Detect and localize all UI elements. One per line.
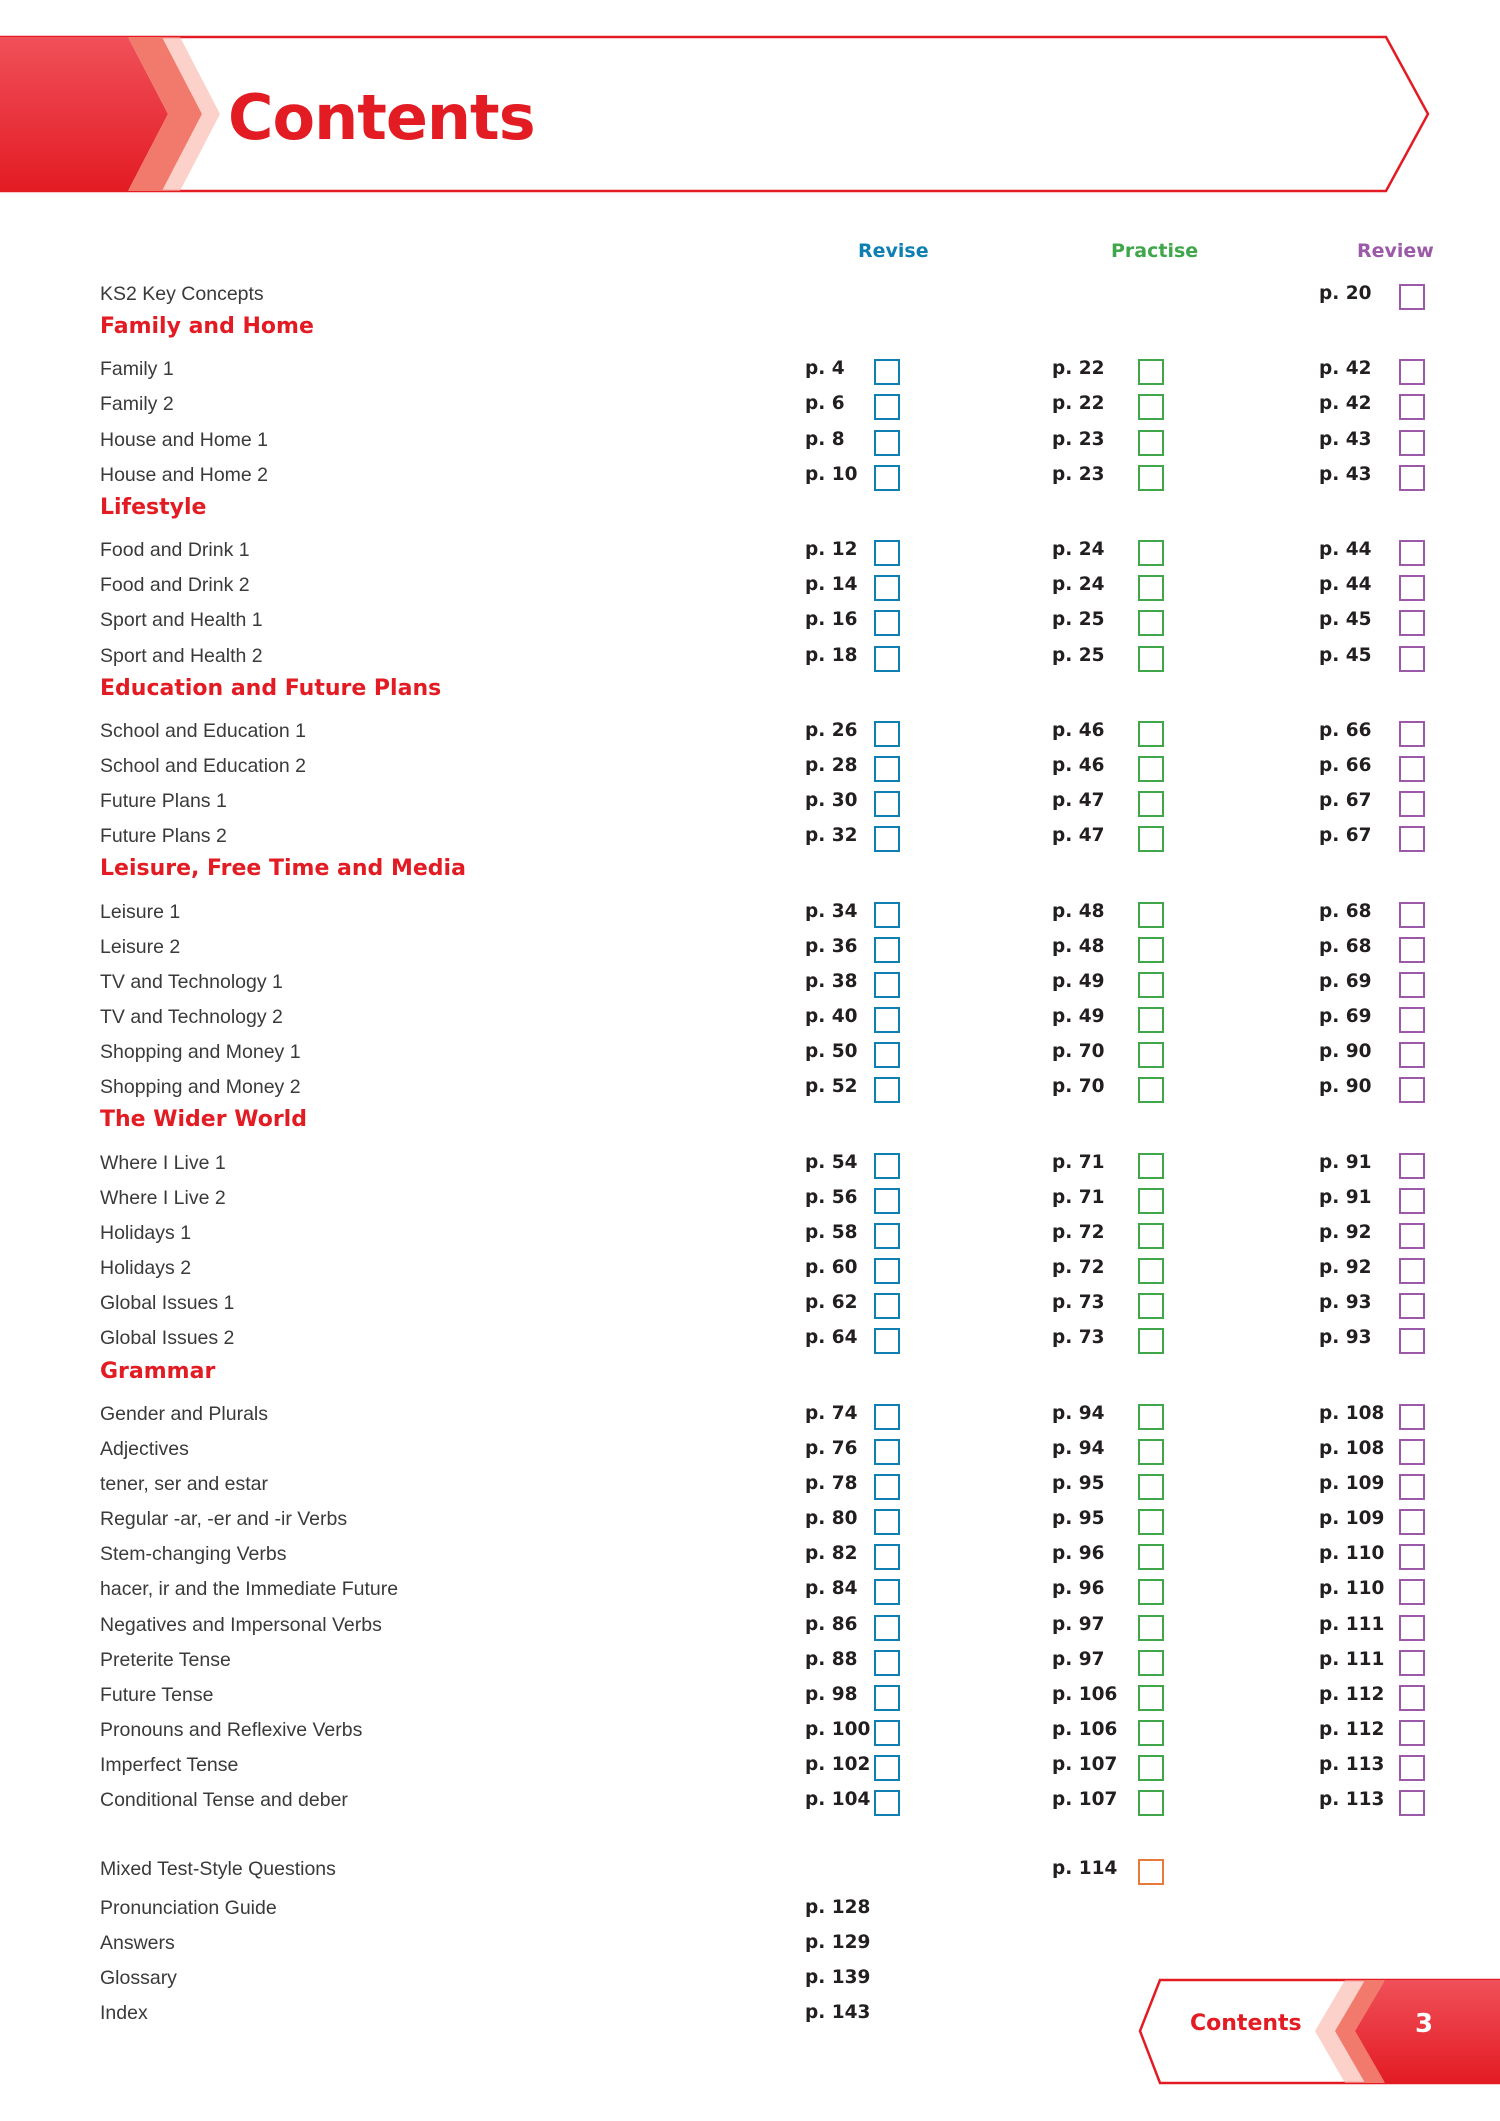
entry-label-preterite-tense: Preterite Tense <box>100 1648 231 1671</box>
revise-checkbox-school-and-education-1[interactable] <box>874 721 900 747</box>
review-page-sport-and-health-1: p. 45 <box>1319 609 1372 631</box>
review-checkbox-food-and-drink-1[interactable] <box>1399 540 1425 566</box>
practise-checkbox-shopping-and-money-2[interactable] <box>1138 1077 1164 1103</box>
review-page-adjectives: p. 108 <box>1319 1437 1385 1459</box>
revise-checkbox-food-and-drink-1[interactable] <box>874 540 900 566</box>
entry-label-shopping-and-money-2: Shopping and Money 2 <box>100 1076 301 1099</box>
review-checkbox-tv-and-technology-2[interactable] <box>1399 1007 1425 1033</box>
entry-label-food-and-drink-2: Food and Drink 2 <box>100 574 250 597</box>
revise-checkbox-stem-changing-verbs[interactable] <box>874 1544 900 1570</box>
revise-page-tv-and-technology-2: p. 40 <box>805 1006 858 1027</box>
entry-label-tv-and-technology-1: TV and Technology 1 <box>100 970 283 993</box>
revise-page-future-plans-2: p. 32 <box>805 825 858 847</box>
section-heading-family-and-home: Family and Home <box>100 314 314 340</box>
footer-tab <box>1130 1975 1500 2085</box>
practise-page-global-issues-1: p. 73 <box>1052 1292 1105 1314</box>
entry-label-future-plans-1: Future Plans 1 <box>100 790 227 813</box>
revise-page-house-and-home-2: p. 10 <box>805 463 858 485</box>
practise-checkbox-pronouns-and-reflexive-verbs[interactable] <box>1138 1720 1164 1746</box>
review-page-where-i-live-2: p. 91 <box>1319 1186 1372 1208</box>
practise-page-hacer-ir-and-the-immediate-future: p. 96 <box>1052 1578 1105 1600</box>
practise-page-tener-ser-and-estar: p. 95 <box>1052 1472 1105 1494</box>
revise-page-conditional-tense-and-deber: p. 104 <box>805 1789 871 1811</box>
revise-page-glossary: p. 139 <box>805 1966 871 1988</box>
practise-checkbox-tv-and-technology-1[interactable] <box>1138 972 1164 998</box>
review-page-food-and-drink-2: p. 44 <box>1319 574 1372 596</box>
entry-label-global-issues-2: Global Issues 2 <box>100 1327 235 1350</box>
entry-label-pronouns-and-reflexive-verbs: Pronouns and Reflexive Verbs <box>100 1719 363 1741</box>
practise-page-future-plans-2: p. 47 <box>1052 825 1105 847</box>
practise-page-conditional-tense-and-deber: p. 107 <box>1052 1789 1118 1811</box>
revise-checkbox-tv-and-technology-1[interactable] <box>874 972 900 998</box>
review-checkbox-family-2[interactable] <box>1399 394 1425 420</box>
revise-checkbox-where-i-live-1[interactable] <box>874 1153 900 1179</box>
revise-page-stem-changing-verbs: p. 82 <box>805 1543 858 1565</box>
entry-label-sport-and-health-2: Sport and Health 2 <box>100 644 263 667</box>
review-checkbox-house-and-home-2[interactable] <box>1399 465 1425 491</box>
revise-checkbox-house-and-home-1[interactable] <box>874 430 900 456</box>
section-heading-lifestyle: Lifestyle <box>100 494 207 520</box>
review-page-hacer-ir-and-the-immediate-future: p. 110 <box>1319 1578 1385 1600</box>
review-page-where-i-live-1: p. 91 <box>1319 1151 1372 1173</box>
section-heading-grammar: Grammar <box>100 1358 216 1384</box>
practise-checkbox-preterite-tense[interactable] <box>1138 1650 1164 1676</box>
practise-checkbox-school-and-education-1[interactable] <box>1138 721 1164 747</box>
practise-page-regular-ar-er-and-ir-verbs: p. 95 <box>1052 1508 1105 1530</box>
practise-checkbox-regular-ar-er-and-ir-verbs[interactable] <box>1138 1509 1164 1535</box>
revise-checkbox-sport-and-health-2[interactable] <box>874 646 900 672</box>
entry-label-imperfect-tense: Imperfect Tense <box>100 1754 239 1777</box>
review-page-shopping-and-money-1: p. 90 <box>1319 1041 1372 1063</box>
revise-checkbox-school-and-education-2[interactable] <box>874 756 900 782</box>
practise-page-house-and-home-1: p. 23 <box>1052 428 1105 450</box>
revise-checkbox-tv-and-technology-2[interactable] <box>874 1007 900 1033</box>
section-heading-leisure-free-time-and-media: Leisure, Free Time and Media <box>100 856 466 882</box>
revise-page-tv-and-technology-1: p. 38 <box>805 970 858 992</box>
entry-label-school-and-education-2: School and Education 2 <box>100 754 306 777</box>
review-checkbox-conditional-tense-and-deber[interactable] <box>1399 1790 1425 1816</box>
entry-label-ks2-key-concepts: KS2 Key Concepts <box>100 283 264 305</box>
entry-label-regular-ar-er-and-ir-verbs: Regular -ar, -er and -ir Verbs <box>100 1508 348 1531</box>
practise-page-where-i-live-1: p. 71 <box>1052 1151 1105 1173</box>
review-checkbox-ks2-key-concepts[interactable] <box>1399 284 1425 310</box>
entry-label-gender-and-plurals: Gender and Plurals <box>100 1402 269 1425</box>
review-checkbox-holidays-2[interactable] <box>1399 1258 1425 1284</box>
practise-checkbox-shopping-and-money-1[interactable] <box>1138 1042 1164 1068</box>
review-page-holidays-2: p. 92 <box>1319 1257 1372 1279</box>
entry-label-food-and-drink-1: Food and Drink 1 <box>100 539 250 562</box>
revise-checkbox-shopping-and-money-1[interactable] <box>874 1042 900 1068</box>
revise-checkbox-leisure-2[interactable] <box>874 937 900 963</box>
entry-label-answers: Answers <box>100 1931 175 1954</box>
practise-page-negatives-and-impersonal-verbs: p. 97 <box>1052 1613 1105 1635</box>
review-checkbox-where-i-live-1[interactable] <box>1399 1153 1425 1179</box>
review-checkbox-future-plans-2[interactable] <box>1399 826 1425 852</box>
practise-checkbox-holidays-1[interactable] <box>1138 1223 1164 1249</box>
revise-checkbox-hacer-ir-and-the-immediate-future[interactable] <box>874 1579 900 1605</box>
review-page-stem-changing-verbs: p. 110 <box>1319 1543 1385 1565</box>
review-checkbox-shopping-and-money-2[interactable] <box>1399 1077 1425 1103</box>
practise-checkbox-gender-and-plurals[interactable] <box>1138 1404 1164 1430</box>
entry-label-family-2: Family 2 <box>100 393 174 416</box>
practise-page-food-and-drink-2: p. 24 <box>1052 574 1105 596</box>
review-checkbox-stem-changing-verbs[interactable] <box>1399 1544 1425 1570</box>
revise-page-holidays-2: p. 60 <box>805 1257 858 1279</box>
entry-label-tv-and-technology-2: TV and Technology 2 <box>100 1006 283 1028</box>
revise-checkbox-sport-and-health-1[interactable] <box>874 610 900 636</box>
review-page-shopping-and-money-2: p. 90 <box>1319 1076 1372 1098</box>
practise-page-adjectives: p. 94 <box>1052 1437 1105 1459</box>
practise-page-shopping-and-money-1: p. 70 <box>1052 1041 1105 1063</box>
entry-label-pronunciation-guide: Pronunciation Guide <box>100 1896 277 1919</box>
revise-page-leisure-2: p. 36 <box>805 935 858 957</box>
practise-checkbox-mixed-test-style-questions[interactable] <box>1138 1859 1164 1885</box>
review-checkbox-tv-and-technology-1[interactable] <box>1399 972 1425 998</box>
footer-tab-shape <box>1130 1975 1500 2085</box>
practise-checkbox-sport-and-health-1[interactable] <box>1138 610 1164 636</box>
revise-page-where-i-live-2: p. 56 <box>805 1186 858 1208</box>
section-heading-education-and-future-plans: Education and Future Plans <box>100 675 442 701</box>
revise-checkbox-future-plans-2[interactable] <box>874 826 900 852</box>
review-checkbox-leisure-1[interactable] <box>1399 902 1425 928</box>
revise-page-future-tense: p. 98 <box>805 1683 858 1705</box>
practise-page-pronouns-and-reflexive-verbs: p. 106 <box>1052 1719 1118 1740</box>
entry-label-global-issues-1: Global Issues 1 <box>100 1292 235 1315</box>
entry-label-glossary: Glossary <box>100 1966 177 1989</box>
review-page-future-plans-2: p. 67 <box>1319 825 1372 847</box>
revise-checkbox-gender-and-plurals[interactable] <box>874 1404 900 1430</box>
practise-page-gender-and-plurals: p. 94 <box>1052 1402 1105 1424</box>
practise-checkbox-future-tense[interactable] <box>1138 1685 1164 1711</box>
review-checkbox-sport-and-health-1[interactable] <box>1399 610 1425 636</box>
practise-checkbox-tv-and-technology-2[interactable] <box>1138 1007 1164 1033</box>
review-checkbox-leisure-2[interactable] <box>1399 937 1425 963</box>
entry-label-index: Index <box>100 2002 148 2025</box>
revise-checkbox-future-tense[interactable] <box>874 1685 900 1711</box>
practise-checkbox-food-and-drink-2[interactable] <box>1138 575 1164 601</box>
revise-page-school-and-education-2: p. 28 <box>805 754 858 776</box>
practise-page-stem-changing-verbs: p. 96 <box>1052 1543 1105 1565</box>
entry-label-where-i-live-2: Where I Live 2 <box>100 1186 226 1209</box>
review-page-tener-ser-and-estar: p. 109 <box>1319 1472 1385 1494</box>
practise-checkbox-leisure-2[interactable] <box>1138 937 1164 963</box>
revise-page-negatives-and-impersonal-verbs: p. 86 <box>805 1613 858 1635</box>
practise-page-leisure-2: p. 48 <box>1052 935 1105 957</box>
practise-page-holidays-2: p. 72 <box>1052 1257 1105 1279</box>
revise-checkbox-shopping-and-money-2[interactable] <box>874 1077 900 1103</box>
review-page-house-and-home-1: p. 43 <box>1319 428 1372 450</box>
practise-checkbox-negatives-and-impersonal-verbs[interactable] <box>1138 1615 1164 1641</box>
review-page-negatives-and-impersonal-verbs: p. 111 <box>1319 1613 1385 1635</box>
revise-checkbox-conditional-tense-and-deber[interactable] <box>874 1790 900 1816</box>
revise-checkbox-tener-ser-and-estar[interactable] <box>874 1474 900 1500</box>
header-banner-shape <box>0 0 1500 200</box>
review-checkbox-shopping-and-money-1[interactable] <box>1399 1042 1425 1068</box>
revise-checkbox-holidays-1[interactable] <box>874 1223 900 1249</box>
entry-label-hacer-ir-and-the-immediate-future: hacer, ir and the Immediate Future <box>100 1578 399 1601</box>
practise-checkbox-house-and-home-1[interactable] <box>1138 430 1164 456</box>
review-page-leisure-2: p. 68 <box>1319 935 1372 957</box>
entry-label-mixed-test-style-questions: Mixed Test-Style Questions <box>100 1858 336 1881</box>
review-page-global-issues-2: p. 93 <box>1319 1327 1372 1349</box>
review-page-holidays-1: p. 92 <box>1319 1221 1372 1243</box>
revise-checkbox-food-and-drink-2[interactable] <box>874 575 900 601</box>
revise-checkbox-imperfect-tense[interactable] <box>874 1755 900 1781</box>
practise-checkbox-stem-changing-verbs[interactable] <box>1138 1544 1164 1570</box>
entry-label-leisure-1: Leisure 1 <box>100 900 181 923</box>
review-page-family-2: p. 42 <box>1319 393 1372 415</box>
revise-checkbox-house-and-home-2[interactable] <box>874 465 900 491</box>
entry-label-where-i-live-1: Where I Live 1 <box>100 1151 226 1174</box>
revise-checkbox-negatives-and-impersonal-verbs[interactable] <box>874 1615 900 1641</box>
entry-label-leisure-2: Leisure 2 <box>100 935 181 958</box>
review-checkbox-holidays-1[interactable] <box>1399 1223 1425 1249</box>
practise-checkbox-global-issues-2[interactable] <box>1138 1328 1164 1354</box>
practise-checkbox-imperfect-tense[interactable] <box>1138 1755 1164 1781</box>
revise-page-sport-and-health-2: p. 18 <box>805 644 858 666</box>
practise-page-school-and-education-2: p. 46 <box>1052 754 1105 776</box>
review-checkbox-sport-and-health-2[interactable] <box>1399 646 1425 672</box>
review-checkbox-house-and-home-1[interactable] <box>1399 430 1425 456</box>
practise-checkbox-food-and-drink-1[interactable] <box>1138 540 1164 566</box>
review-checkbox-where-i-live-2[interactable] <box>1399 1188 1425 1214</box>
practise-checkbox-conditional-tense-and-deber[interactable] <box>1138 1790 1164 1816</box>
entry-label-holidays-1: Holidays 1 <box>100 1221 192 1244</box>
practise-checkbox-family-2[interactable] <box>1138 394 1164 420</box>
review-page-future-plans-1: p. 67 <box>1319 790 1372 812</box>
revise-page-house-and-home-1: p. 8 <box>805 428 845 450</box>
review-page-ks2-key-concepts: p. 20 <box>1319 283 1372 304</box>
review-page-regular-ar-er-and-ir-verbs: p. 109 <box>1319 1508 1385 1530</box>
practise-checkbox-leisure-1[interactable] <box>1138 902 1164 928</box>
practise-page-family-2: p. 22 <box>1052 393 1105 415</box>
practise-page-preterite-tense: p. 97 <box>1052 1648 1105 1670</box>
review-checkbox-global-issues-1[interactable] <box>1399 1293 1425 1319</box>
revise-page-tener-ser-and-estar: p. 78 <box>805 1472 858 1494</box>
revise-page-food-and-drink-2: p. 14 <box>805 574 858 596</box>
revise-page-future-plans-1: p. 30 <box>805 790 858 812</box>
review-checkbox-school-and-education-1[interactable] <box>1399 721 1425 747</box>
revise-page-family-2: p. 6 <box>805 393 845 415</box>
revise-checkbox-where-i-live-2[interactable] <box>874 1188 900 1214</box>
revise-page-leisure-1: p. 34 <box>805 900 858 922</box>
section-heading-the-wider-world: The Wider World <box>100 1107 307 1133</box>
review-page-school-and-education-1: p. 66 <box>1319 719 1372 741</box>
entry-label-negatives-and-impersonal-verbs: Negatives and Impersonal Verbs <box>100 1613 382 1636</box>
revise-page-shopping-and-money-1: p. 50 <box>805 1041 858 1063</box>
revise-page-shopping-and-money-2: p. 52 <box>805 1076 858 1098</box>
review-page-school-and-education-2: p. 66 <box>1319 754 1372 776</box>
review-checkbox-imperfect-tense[interactable] <box>1399 1755 1425 1781</box>
practise-checkbox-hacer-ir-and-the-immediate-future[interactable] <box>1138 1579 1164 1605</box>
practise-page-sport-and-health-1: p. 25 <box>1052 609 1105 631</box>
revise-checkbox-future-plans-1[interactable] <box>874 791 900 817</box>
practise-checkbox-house-and-home-2[interactable] <box>1138 465 1164 491</box>
page-title: Contents <box>228 81 535 154</box>
revise-page-holidays-1: p. 58 <box>805 1221 858 1243</box>
revise-page-answers: p. 129 <box>805 1931 871 1953</box>
revise-checkbox-holidays-2[interactable] <box>874 1258 900 1284</box>
practise-page-food-and-drink-1: p. 24 <box>1052 539 1105 561</box>
entry-label-house-and-home-1: House and Home 1 <box>100 428 269 451</box>
revise-page-gender-and-plurals: p. 74 <box>805 1402 858 1424</box>
practise-checkbox-family-1[interactable] <box>1138 359 1164 385</box>
entry-label-tener-ser-and-estar: tener, ser and estar <box>100 1472 269 1495</box>
practise-page-global-issues-2: p. 73 <box>1052 1327 1105 1349</box>
review-checkbox-pronouns-and-reflexive-verbs[interactable] <box>1399 1720 1425 1746</box>
revise-checkbox-global-issues-2[interactable] <box>874 1328 900 1354</box>
revise-page-adjectives: p. 76 <box>805 1437 858 1459</box>
revise-page-where-i-live-1: p. 54 <box>805 1151 858 1173</box>
practise-page-future-plans-1: p. 47 <box>1052 790 1105 812</box>
review-page-conditional-tense-and-deber: p. 113 <box>1319 1789 1385 1811</box>
entry-label-adjectives: Adjectives <box>100 1437 189 1460</box>
review-page-tv-and-technology-1: p. 69 <box>1319 970 1372 992</box>
entry-label-house-and-home-2: House and Home 2 <box>100 463 269 486</box>
revise-checkbox-global-issues-1[interactable] <box>874 1293 900 1319</box>
review-page-gender-and-plurals: p. 108 <box>1319 1402 1385 1424</box>
revise-page-family-1: p. 4 <box>805 358 845 380</box>
review-page-leisure-1: p. 68 <box>1319 900 1372 922</box>
entry-label-sport-and-health-1: Sport and Health 1 <box>100 609 263 632</box>
review-checkbox-future-plans-1[interactable] <box>1399 791 1425 817</box>
practise-page-mixed-test-style-questions: p. 114 <box>1052 1858 1118 1880</box>
revise-checkbox-leisure-1[interactable] <box>874 902 900 928</box>
practise-checkbox-school-and-education-2[interactable] <box>1138 756 1164 782</box>
revise-page-food-and-drink-1: p. 12 <box>805 539 858 561</box>
revise-checkbox-family-1[interactable] <box>874 359 900 385</box>
revise-page-hacer-ir-and-the-immediate-future: p. 84 <box>805 1578 858 1600</box>
revise-page-global-issues-2: p. 64 <box>805 1327 858 1349</box>
footer-label: Contents <box>1190 2011 1302 2036</box>
review-checkbox-regular-ar-er-and-ir-verbs[interactable] <box>1399 1509 1425 1535</box>
practise-page-school-and-education-1: p. 46 <box>1052 719 1105 741</box>
revise-checkbox-regular-ar-er-and-ir-verbs[interactable] <box>874 1509 900 1535</box>
review-checkbox-negatives-and-impersonal-verbs[interactable] <box>1399 1615 1425 1641</box>
revise-page-pronouns-and-reflexive-verbs: p. 100 <box>805 1719 871 1740</box>
practise-checkbox-sport-and-health-2[interactable] <box>1138 646 1164 672</box>
entry-label-school-and-education-1: School and Education 1 <box>100 719 306 742</box>
revise-checkbox-preterite-tense[interactable] <box>874 1650 900 1676</box>
review-page-future-tense: p. 112 <box>1319 1683 1385 1705</box>
review-page-family-1: p. 42 <box>1319 358 1372 380</box>
revise-page-regular-ar-er-and-ir-verbs: p. 80 <box>805 1508 858 1530</box>
review-page-sport-and-health-2: p. 45 <box>1319 644 1372 666</box>
review-checkbox-family-1[interactable] <box>1399 359 1425 385</box>
practise-page-family-1: p. 22 <box>1052 358 1105 380</box>
revise-page-sport-and-health-1: p. 16 <box>805 609 858 631</box>
review-checkbox-global-issues-2[interactable] <box>1399 1328 1425 1354</box>
practise-page-where-i-live-2: p. 71 <box>1052 1186 1105 1208</box>
practise-checkbox-holidays-2[interactable] <box>1138 1258 1164 1284</box>
entry-label-future-tense: Future Tense <box>100 1683 214 1706</box>
revise-page-imperfect-tense: p. 102 <box>805 1754 871 1776</box>
practise-page-sport-and-health-2: p. 25 <box>1052 644 1105 666</box>
review-page-house-and-home-2: p. 43 <box>1319 463 1372 485</box>
revise-page-school-and-education-1: p. 26 <box>805 719 858 741</box>
revise-page-global-issues-1: p. 62 <box>805 1292 858 1314</box>
review-page-tv-and-technology-2: p. 69 <box>1319 1006 1372 1027</box>
revise-checkbox-pronouns-and-reflexive-verbs[interactable] <box>874 1720 900 1746</box>
practise-checkbox-tener-ser-and-estar[interactable] <box>1138 1474 1164 1500</box>
practise-checkbox-where-i-live-2[interactable] <box>1138 1188 1164 1214</box>
entry-label-holidays-2: Holidays 2 <box>100 1257 192 1280</box>
practise-page-imperfect-tense: p. 107 <box>1052 1754 1118 1776</box>
practise-checkbox-global-issues-1[interactable] <box>1138 1293 1164 1319</box>
entry-label-family-1: Family 1 <box>100 358 174 381</box>
review-page-preterite-tense: p. 111 <box>1319 1648 1385 1670</box>
practise-checkbox-where-i-live-1[interactable] <box>1138 1153 1164 1179</box>
entry-label-stem-changing-verbs: Stem-changing Verbs <box>100 1543 287 1566</box>
entry-label-conditional-tense-and-deber: Conditional Tense and deber <box>100 1789 348 1812</box>
revise-page-pronunciation-guide: p. 128 <box>805 1896 871 1918</box>
review-page-food-and-drink-1: p. 44 <box>1319 539 1372 561</box>
column-heading-review: Review <box>1357 240 1434 262</box>
review-checkbox-adjectives[interactable] <box>1399 1439 1425 1465</box>
revise-page-index: p. 143 <box>805 2002 871 2024</box>
practise-page-tv-and-technology-2: p. 49 <box>1052 1006 1105 1027</box>
practise-checkbox-future-plans-2[interactable] <box>1138 826 1164 852</box>
review-checkbox-preterite-tense[interactable] <box>1399 1650 1425 1676</box>
review-checkbox-gender-and-plurals[interactable] <box>1399 1404 1425 1430</box>
review-checkbox-future-tense[interactable] <box>1399 1685 1425 1711</box>
review-checkbox-tener-ser-and-estar[interactable] <box>1399 1474 1425 1500</box>
review-checkbox-school-and-education-2[interactable] <box>1399 756 1425 782</box>
practise-checkbox-adjectives[interactable] <box>1138 1439 1164 1465</box>
practise-checkbox-future-plans-1[interactable] <box>1138 791 1164 817</box>
practise-page-house-and-home-2: p. 23 <box>1052 463 1105 485</box>
page-number: 3 <box>1415 2009 1434 2039</box>
review-checkbox-hacer-ir-and-the-immediate-future[interactable] <box>1399 1579 1425 1605</box>
practise-page-leisure-1: p. 48 <box>1052 900 1105 922</box>
entry-label-shopping-and-money-1: Shopping and Money 1 <box>100 1041 301 1064</box>
review-page-global-issues-1: p. 93 <box>1319 1292 1372 1314</box>
revise-checkbox-adjectives[interactable] <box>874 1439 900 1465</box>
practise-page-shopping-and-money-2: p. 70 <box>1052 1076 1105 1098</box>
entry-label-future-plans-2: Future Plans 2 <box>100 825 227 848</box>
practise-page-holidays-1: p. 72 <box>1052 1221 1105 1243</box>
revise-checkbox-family-2[interactable] <box>874 394 900 420</box>
practise-page-future-tense: p. 106 <box>1052 1683 1118 1705</box>
review-page-pronouns-and-reflexive-verbs: p. 112 <box>1319 1719 1385 1740</box>
review-page-imperfect-tense: p. 113 <box>1319 1754 1385 1776</box>
column-heading-revise: Revise <box>858 240 929 262</box>
header-banner <box>0 0 1500 200</box>
practise-page-tv-and-technology-1: p. 49 <box>1052 970 1105 992</box>
review-checkbox-food-and-drink-2[interactable] <box>1399 575 1425 601</box>
column-heading-practise: Practise <box>1111 240 1199 262</box>
revise-page-preterite-tense: p. 88 <box>805 1648 858 1670</box>
